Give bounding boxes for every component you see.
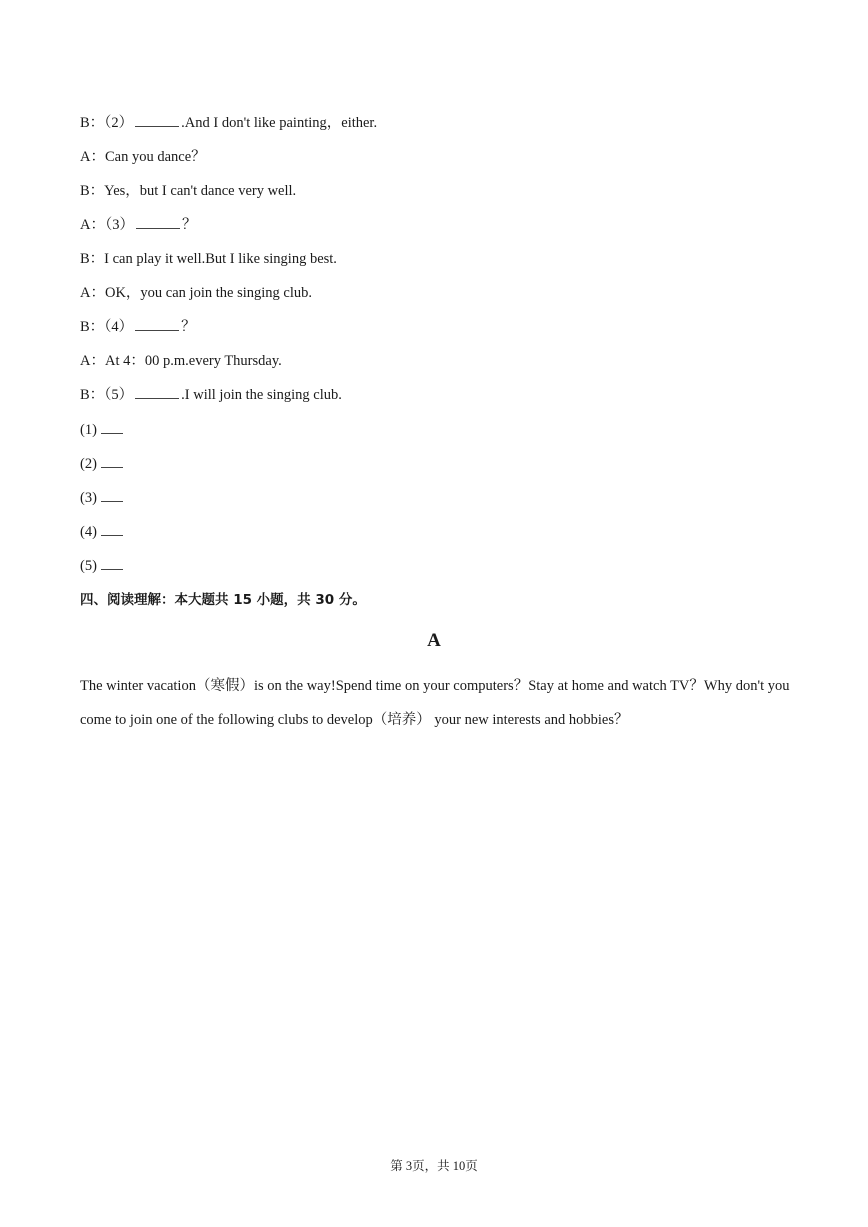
answer-line-2 — [80, 454, 123, 474]
speaker-label: B： — [80, 319, 105, 335]
dialogue-line-a-dance — [80, 147, 206, 167]
speaker-label: B： — [80, 387, 105, 403]
page-footer: 第 3页，共 10页 — [390, 1159, 478, 1173]
section-heading: 四、阅读理解：本大题共 15 小题，共 30 分。 — [80, 592, 366, 608]
answer-blank — [101, 489, 123, 502]
speaker-label: A： — [80, 217, 105, 233]
answer-line-3 — [80, 488, 123, 508]
dialogue-line-b-yes — [80, 181, 296, 201]
dialogue-text: OK，you can join the singing club. — [104, 285, 312, 301]
answer-blank — [135, 386, 179, 399]
dialogue-line-b2 — [80, 113, 377, 133]
speaker-label: A： — [80, 149, 105, 165]
speaker-label: B： — [80, 115, 105, 131]
question-number: （4） — [104, 319, 134, 335]
speaker-label: A： — [80, 285, 105, 301]
dialogue-line-a3 — [80, 215, 196, 235]
answer-blank — [135, 318, 179, 331]
dialogue-line-b-play — [80, 249, 337, 269]
question-number: （5） — [104, 387, 134, 403]
dialogue-text: ？ — [181, 217, 197, 233]
dialogue-line-b4 — [80, 317, 196, 337]
answer-number: (2) — [80, 456, 97, 472]
dialogue-line-a-time — [80, 351, 282, 371]
answer-line-5 — [80, 556, 123, 576]
question-number: （3） — [104, 217, 134, 233]
dialogue-text: Can you dance？ — [104, 149, 206, 165]
answer-number: (4) — [80, 524, 97, 540]
speaker-label: B： — [80, 183, 105, 199]
dialogue-text: .And I don't like painting，either. — [181, 115, 378, 131]
dialogue-line-b5 — [80, 385, 342, 405]
passage-title: A — [427, 630, 441, 651]
answer-number: (1) — [80, 422, 97, 438]
question-number: （2） — [104, 115, 134, 131]
answer-blank — [136, 216, 180, 229]
dialogue-text: Yes，but I can't dance very well. — [104, 183, 297, 199]
answer-number: (5) — [80, 558, 97, 574]
answer-line-4 — [80, 522, 123, 542]
passage-paragraph: The winter vacation（寒假）is on the way!Spend time on your computers？Stay at home and watch TV？Why don't you come to join one of the following clubs to develop（培养） your new interests and hobbies？ — [80, 678, 790, 728]
dialogue-text: At 4：00 p.m.every Thursday. — [104, 353, 282, 369]
answer-blank — [101, 523, 123, 536]
answer-blank — [101, 557, 123, 570]
answer-line-1 — [80, 420, 123, 440]
answer-blank — [135, 114, 179, 127]
speaker-label: A： — [80, 353, 105, 369]
dialogue-text: I can play it well.But I like singing best. — [104, 251, 337, 267]
answer-number: (3) — [80, 490, 97, 506]
answer-blank — [101, 421, 123, 434]
dialogue-line-a-ok — [80, 283, 312, 303]
dialogue-text: .I will join the singing club. — [181, 387, 342, 403]
speaker-label: B： — [80, 251, 105, 267]
dialogue-text: ？ — [181, 319, 196, 335]
answer-blank — [101, 455, 123, 468]
